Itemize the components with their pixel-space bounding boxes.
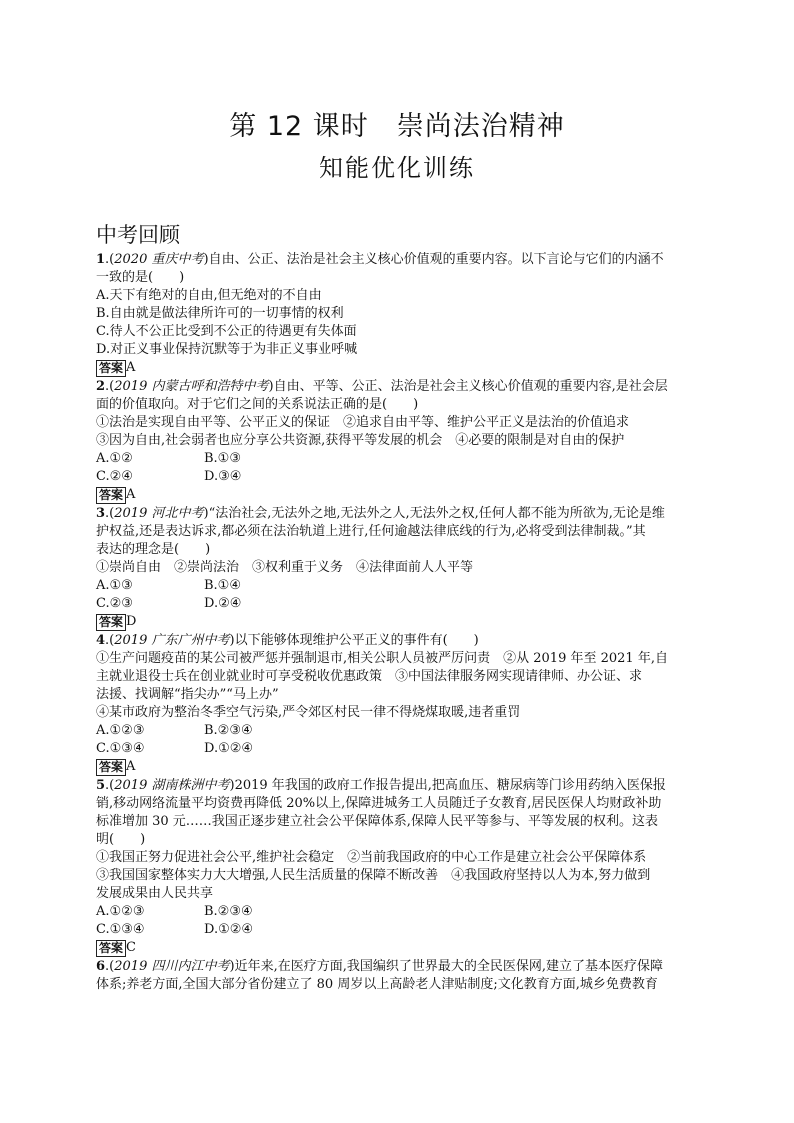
- question-item: ④某市政府为整治冬季空气污染,严令郊区村民一律不得烧煤取暖,违者重罚: [96, 705, 521, 720]
- question-source: 2019 广东广州中考: [114, 633, 230, 648]
- answer-row: [96, 758, 700, 776]
- option-row: [96, 722, 700, 740]
- question-stem-line: [96, 523, 700, 541]
- question-stem-text: 表达的理念是( ): [96, 542, 211, 557]
- question-stem-line: [96, 396, 700, 414]
- question-stem-text: 明( ): [96, 832, 146, 847]
- question-stem-text: 以下能够体现维护公平正义的事件有( ): [234, 633, 479, 648]
- question-source: 2019 湖南株洲中考: [114, 778, 230, 793]
- question-number: 4: [96, 633, 106, 648]
- question-source: 2020 重庆中考: [114, 252, 204, 267]
- answer-badge: 答案: [96, 360, 126, 377]
- question-block: [96, 777, 700, 957]
- answer-row: [96, 613, 700, 631]
- answer-option: D.①②④: [204, 741, 254, 756]
- question-stem-line: 2.(2019 内蒙古呼和浩特中考)自由、平等、公正、法治是社会主义核心价值观的重要内容,是社会层: [96, 379, 668, 394]
- question-block: [96, 958, 700, 994]
- answer-value: A: [126, 487, 136, 502]
- answer-option: A.①③: [96, 578, 133, 593]
- answer-option: C.②④: [96, 469, 133, 484]
- question-stem-text: 体系;养老方面,全国大部分省份建立了 80 周岁以上高龄老人津贴制度;文化教育方面,城乡免费教育: [96, 977, 658, 992]
- question-stem-text: 2019 年我国的政府工作报告提出,把高血压、糖尿病等门诊用药纳入医保报: [234, 778, 666, 793]
- question-source: 2019 四川内江中考: [114, 959, 230, 974]
- answer-badge: 答案: [96, 487, 126, 504]
- answer-option: C.②③: [96, 596, 133, 611]
- answer-badge: 答案: [96, 940, 126, 957]
- question-block: [96, 378, 700, 504]
- page-title: 第 12 课时 崇尚法治精神: [229, 111, 565, 142]
- question-number: 6: [96, 959, 106, 974]
- answer-option: D.①②④: [204, 922, 254, 937]
- question-item: ①生产问题疫苗的某公司被严惩并强制退市,相关公职人员被严厉问责 ②从 2019 年至 2021 年,自: [96, 651, 668, 666]
- option-row: [96, 468, 700, 486]
- question-item: D.对正义事业保持沉默等于为非正义事业呼喊: [96, 342, 358, 357]
- question-item: ①崇尚自由 ②崇尚法治 ③权利重于义务 ④法律面前人人平等: [96, 560, 474, 575]
- question-item: 发展成果由人民共享: [96, 886, 214, 901]
- answer-option: D.③④: [204, 469, 242, 484]
- question-stem-line: [96, 269, 700, 287]
- answer-row: [96, 359, 700, 377]
- question-stem-line: [96, 813, 700, 831]
- answer-value: A: [126, 360, 136, 375]
- answer-option: B.②③④: [204, 904, 253, 919]
- option-row: [96, 740, 700, 758]
- question-stem-line: 3.(2019 河北中考)“法治社会,无法外之地,无法外之人,无法外之权,任何人都不能为所欲为,无论是维: [96, 506, 665, 521]
- question-block: [96, 505, 700, 631]
- question-item: 法援、找调解“指尖办”“马上办”: [96, 687, 279, 702]
- answer-option: A.①②③: [96, 904, 145, 919]
- question-stem-line: [96, 795, 700, 813]
- question-stem-line: 4.(2019 广东广州中考)以下能够体现维护公平正义的事件有( ): [96, 633, 479, 648]
- question-block: [96, 251, 700, 377]
- question-stem-text: 销,移动网络流量平均资费再降低 20%以上,保障进城务工人员随迁子女教育,居民医保人均财政补助: [96, 796, 662, 811]
- question-stem-text: 标准增加 30 元……我国正逐步建立社会公平保障体系,保障人民平等参与、平等发展的权利。这表: [96, 814, 658, 829]
- question-stem-line: 6.(2019 四川内江中考)近年来,在医疗方面,我国编织了世界最大的全民医保网,建立了基本医疗保障: [96, 959, 663, 974]
- question-item: ①我国正努力促进社会公平,维护社会稳定 ②当前我国政府的中心工作是建立社会公平保障体系: [96, 850, 647, 865]
- section-heading: 中考回顾: [96, 223, 180, 247]
- question-number: 5: [96, 778, 106, 793]
- answer-value: C: [126, 940, 136, 955]
- question-source: 2019 河北中考: [114, 506, 204, 521]
- question-item: C.待人不公正比受到不公正的待遇更有失体面: [96, 324, 357, 339]
- question-stem-text: “法治社会,无法外之地,无法外之人,无法外之权,任何人都不能为所欲为,无论是维: [208, 506, 665, 521]
- answer-option: C.①③④: [96, 922, 145, 937]
- question-item: 主就业退役士兵在创业就业时可享受税收优惠政策 ③中国法律服务网实现请律师、办公证、求: [96, 669, 643, 684]
- question-item: ③我国国家整体实力大大增强,人民生活质量的保障不断改善 ④我国政府坚持以人为本,努力做到: [96, 868, 651, 883]
- answer-option: B.②③④: [204, 723, 253, 738]
- answer-option: D.②④: [204, 596, 242, 611]
- option-row: [96, 921, 700, 939]
- question-number: 2: [96, 379, 106, 394]
- option-row: [96, 577, 700, 595]
- answer-option: C.①③④: [96, 741, 145, 756]
- answer-row: [96, 486, 700, 504]
- question-block: [96, 632, 700, 776]
- answer-value: A: [126, 759, 136, 774]
- question-stem-text: 一致的是( ): [96, 270, 185, 285]
- answer-badge: 答案: [96, 614, 126, 631]
- option-row: [96, 450, 700, 468]
- question-item: B.自由就是做法律所许可的一切事情的权利: [96, 306, 344, 321]
- question-stem-text: 自由、平等、公正、法治是社会主义核心价值观的重要内容,是社会层: [273, 379, 668, 394]
- answer-option: A.①②: [96, 451, 133, 466]
- question-item: ③因为自由,社会弱者也应分享公共资源,获得平等发展的机会 ④必要的限制是对自由的保护: [96, 433, 625, 448]
- answer-option: B.①③: [204, 451, 241, 466]
- question-stem-line: 5.(2019 湖南株洲中考)2019 年我国的政府工作报告提出,把高血压、糖尿病等门诊用药纳入医保报: [96, 778, 666, 793]
- question-item: ①法治是实现自由平等、公平正义的保证 ②追求自由平等、维护公平正义是法治的价值追求: [96, 415, 630, 430]
- question-item: A.天下有绝对的自由,但无绝对的不自由: [96, 288, 322, 303]
- question-stem-text: 近年来,在医疗方面,我国编织了世界最大的全民医保网,建立了基本医疗保障: [234, 959, 663, 974]
- question-list: [96, 251, 700, 994]
- answer-badge: 答案: [96, 759, 126, 776]
- answer-row: [96, 939, 700, 957]
- answer-option: B.①④: [204, 578, 241, 593]
- question-source: 2019 内蒙古呼和浩特中考: [114, 379, 269, 394]
- question-number: 3: [96, 506, 106, 521]
- question-stem-line: [96, 831, 700, 849]
- question-stem-text: 护权益,还是表达诉求,都必须在法治轨道上进行,任何逾越法律底线的行为,必将受到法律制裁。”其: [96, 524, 646, 539]
- question-stem-line: [96, 541, 700, 559]
- question-number: 1: [96, 252, 106, 267]
- answer-option: A.①②③: [96, 723, 145, 738]
- question-stem-text: 面的价值取向。对于它们之间的关系说法正确的是( ): [96, 397, 419, 412]
- option-row: [96, 595, 700, 613]
- question-stem-line: 1.(2020 重庆中考)自由、公正、法治是社会主义核心价值观的重要内容。以下言论与它们的内涵不: [96, 252, 664, 267]
- question-stem-line: [96, 976, 700, 994]
- question-stem-text: 自由、公正、法治是社会主义核心价值观的重要内容。以下言论与它们的内涵不: [208, 252, 664, 267]
- page-subtitle: 知能优化训练: [319, 154, 475, 182]
- option-row: [96, 903, 700, 921]
- answer-value: D: [126, 614, 137, 629]
